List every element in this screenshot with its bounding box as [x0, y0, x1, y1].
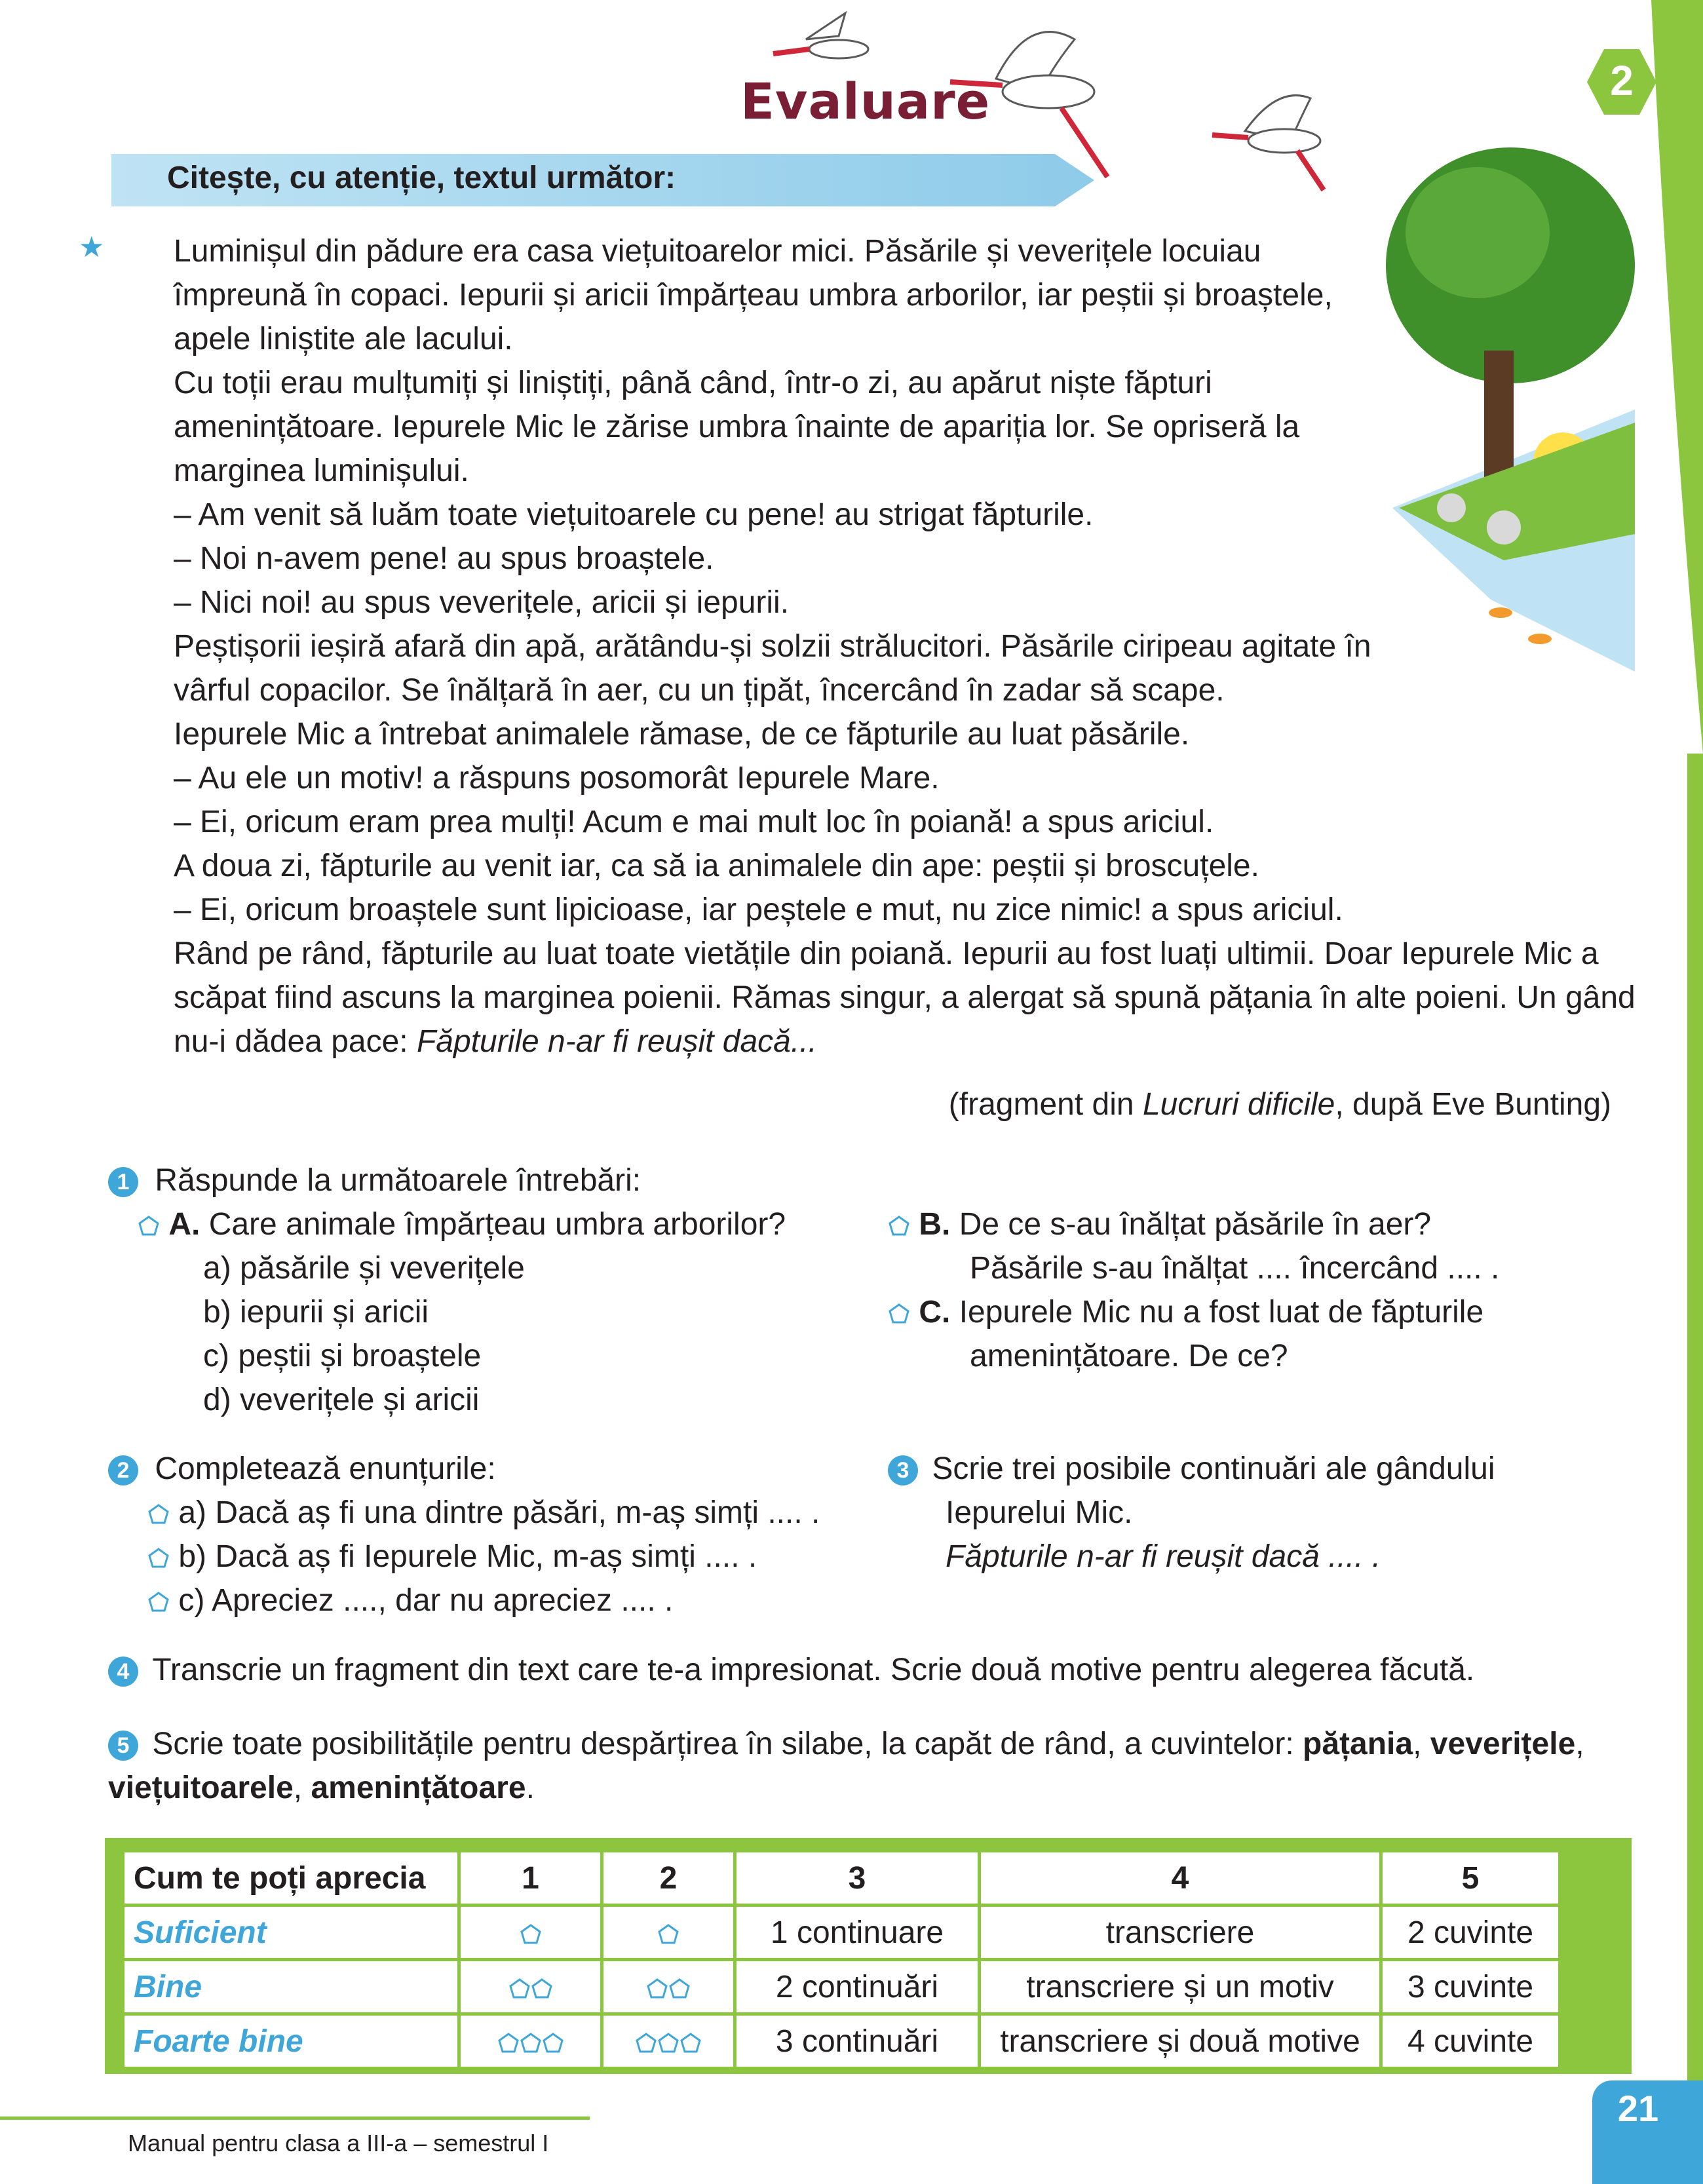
- pentagon-icon: [147, 1503, 170, 1525]
- story-dialogue: – Au ele un motiv! a răspuns posomorât Iepurele Mare.: [174, 761, 940, 795]
- completion-item: c) Apreciez ...., dar nu apreciez .... .: [147, 1579, 820, 1622]
- pentagon-icon: [531, 1978, 553, 2000]
- pentagon-icon: [657, 2032, 679, 2054]
- pentagon-rating: [459, 2014, 602, 2069]
- footer-text: Manual pentru clasa a III-a – semestrul I: [128, 2130, 549, 2156]
- fish-icon: [1528, 634, 1552, 644]
- pentagon-icon: [657, 1923, 679, 1945]
- source-citation: (fragment din Lucruri dificile, după Eve Bunting): [948, 1087, 1611, 1122]
- story-last-text: Rând pe rând, făpturile au luat toate vietățile din poiană. Iepurii au fost luați ultimii. Doar Iepurele Mic a scăpat fiind ascuns la marginea poienii. Rămas singur, a alergat să spună pățania în alte poieni. Un gând nu-i dădea pace:: [174, 936, 1636, 1059]
- self-assessment-table: [121, 1849, 1561, 2070]
- pentagon-icon: [888, 1303, 910, 1325]
- story-dialogue: – Nici noi! au spus veverițele, aricii și iepurii.: [174, 585, 790, 620]
- page-title: Evaluare: [740, 72, 991, 130]
- story-dialogue: – Noi n-avem pene! au spus broaștele.: [174, 541, 714, 576]
- pentagon-rating: [459, 1960, 602, 2014]
- story-dialogue: – Ei, oricum eram prea mulți! Acum e mai mult loc în poiană! a spus ariciul.: [174, 805, 1214, 839]
- question-3: 3 Scrie trei posibile continuări ale gândului Iepurelui Mic. Făpturile n-ar fi reușit dacă .... .: [888, 1447, 1609, 1579]
- completion-item: a) Dacă aș fi una dintre păsări, m-aș simți .... .: [147, 1491, 820, 1535]
- pentagon-icon: [635, 2032, 657, 2054]
- story-dialogue: – Ei, oricum broaștele sunt lipicioase, iar peștele e mut, nu zice nimic! a spus ariciul.: [174, 892, 1343, 927]
- table-header-row: Cum te poți aprecia 1 2 3 4 5: [123, 1851, 1560, 1906]
- table-row: Bine 2 continuări transcriere și un motiv 3 cuvinte: [123, 1960, 1560, 2014]
- option-c: c) peștii și broaștele: [203, 1339, 482, 1373]
- page-number: 21: [1617, 2088, 1659, 2129]
- story-paragraph: [108, 932, 1674, 1063]
- question-1b-line2: Păsările s-au înălțat .... încercând .... .: [970, 1251, 1500, 1286]
- pentagon-icon: [520, 1923, 542, 1945]
- tree-illustration: [1373, 141, 1635, 672]
- question-number-4: 4: [108, 1657, 138, 1687]
- pentagon-rating: [602, 2014, 735, 2069]
- pentagon-icon: [497, 2032, 520, 2054]
- question-2-items: [147, 1491, 820, 1622]
- footer-rule: [0, 2117, 590, 2120]
- story-text: [108, 229, 1636, 1063]
- question-1: 1 Răspunde la următoarele întrebări:: [108, 1159, 641, 1202]
- question-5: 5 Scrie toate posibilitățile pentru despărțirea în silabe, la capăt de rând, a cuvintelor: pățania, veverițele, viețuitoarele, amenințătoare.: [108, 1727, 1584, 1805]
- pentagon-icon: [888, 1215, 910, 1237]
- question-number-3: 3: [888, 1455, 918, 1485]
- difficulty-star-icon: ★: [79, 231, 105, 263]
- pentagon-rating: [602, 1906, 735, 1960]
- option-a: a) păsările și veverițele: [203, 1251, 525, 1286]
- option-b: b) iepurii și aricii: [203, 1295, 429, 1330]
- table-row: Foarte bine 3 continuări transcriere și două motive 4 cuvinte: [123, 2014, 1560, 2069]
- story-paragraph: A doua zi, făpturile au venit iar, ca să ia animalele din ape: peștii și broscuțele.: [174, 849, 1259, 883]
- pentagon-icon: [147, 1547, 170, 1569]
- story-dialogue: – Am venit să luăm toate viețuitoarele cu pene! au strigat făpturile.: [174, 497, 1094, 532]
- instruction-text: Citește, cu atenție, textul următor:: [167, 161, 676, 195]
- question-number-2: 2: [108, 1455, 138, 1485]
- pentagon-rating: [602, 1960, 735, 2014]
- option-d: d) veverițele și aricii: [203, 1383, 480, 1417]
- story-paragraph: Iepurele Mic a întrebat animalele rămase, de ce făpturile au luat păsările.: [174, 717, 1190, 752]
- pentagon-icon: [508, 1978, 531, 2000]
- rabbit-icon: [1437, 493, 1466, 522]
- pentagon-icon: [138, 1215, 160, 1237]
- pentagon-icon: [542, 2032, 564, 2054]
- rabbit-icon: [1487, 510, 1521, 545]
- question-1c-line2: amenințătoare. De ce?: [970, 1339, 1288, 1373]
- question-number-1: 1: [108, 1167, 138, 1197]
- table-row: Suficient 1 continuare transcriere 2 cuvinte: [123, 1906, 1560, 1960]
- question-number-5: 5: [108, 1731, 138, 1761]
- question-4: 4 Transcrie un fragment din text care te-a impresionat. Scrie două motive pentru alegerea făcută.: [108, 1648, 1615, 1692]
- question-2: 2 Completează enunțurile:: [108, 1447, 496, 1491]
- story-paragraph: Cu toții erau mulțumiți și liniștiți, până când, într-o zi, au apărut niște făpturi amenințătoare. Iepurele Mic le zărise umbra înainte de apariția lor. Se opriseră la marginea luminișului.: [174, 366, 1300, 488]
- story-paragraph: Peștișorii ieșiră afară din apă, arătându-și solzii strălucitori. Păsările ciripeau agitate în vârful copacilor. Se înălțară în aer, cu un țipăt, încercând în zadar să scape.: [174, 629, 1371, 708]
- pentagon-icon: [147, 1591, 170, 1613]
- fish-icon: [1489, 607, 1512, 618]
- pentagon-icon: [520, 2032, 542, 2054]
- story-paragraph: Luminișul din pădure era casa viețuitoarelor mici. Păsările și veverițele locuiau împreună în copaci. Iepurii și aricii împărțeau umbra arborilor, iar peștii și broaștele, apele liniștite ale lacului.: [174, 234, 1333, 356]
- side-stripe: [1625, 0, 1703, 2184]
- question-1b: B. De ce s-au înălțat păsările în aer?: [888, 1202, 1431, 1246]
- question-1a: A. Care animale împărțeau umbra arborilor?: [138, 1202, 786, 1246]
- question-1c: C. Iepurele Mic nu a fost luat de făpturile: [888, 1290, 1483, 1334]
- book-title: Lucruri dificile: [1142, 1087, 1335, 1122]
- pentagon-icon: [646, 1978, 668, 2000]
- completion-item: b) Dacă aș fi Iepurele Mic, m-aș simți .... .: [147, 1535, 820, 1579]
- pentagon-icon: [668, 1978, 691, 2000]
- chapter-badge: 2: [1586, 46, 1658, 118]
- story-thought: Făpturile n-ar fi reușit dacă...: [416, 1024, 817, 1059]
- question-1a-options: [203, 1246, 525, 1422]
- pentagon-icon: [679, 2032, 702, 2054]
- pentagon-rating: [459, 1906, 602, 1960]
